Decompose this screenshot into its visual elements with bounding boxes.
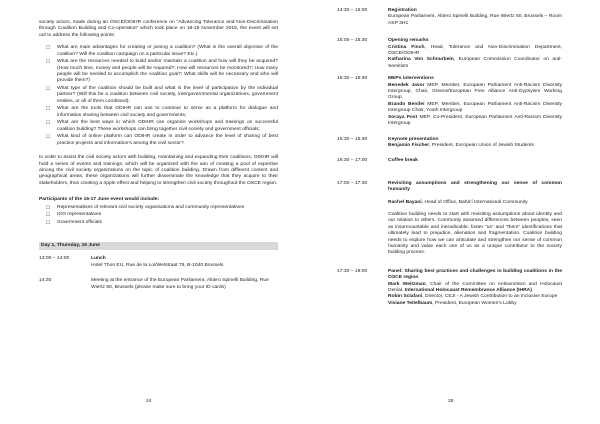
participant-item: ☐ IGO representatives: [46, 212, 102, 218]
intro-text: society actors, made during an OSCE/ODIHR conference on “Advancing Tolerance and Non-Discrimination through Coalition Building and Co-operation” which took place on 18-19 November 2015, the event will set out to address the following points:: [39, 20, 278, 38]
session-description: Coalition building needs to start with revisiting assumptions about identity and our relation to others. Commonly assumed differences between peoples, seen as insurmountable and ineradicable, foster “us” and “them” identifications that ultimately lead to prejudice, alienation and fragmentation. Coalition building needs to explore how we can articulate and strengthen our sense of common humanity and value each one of us as a unique contributor to the society building process.: [388, 211, 562, 256]
row-panel: [337, 269, 562, 307]
program-row-lunch: [39, 256, 278, 269]
speaker: Cristina Finch, Head, Tolerance and Non-Discrimination Department, OSCE/ODIHR: [388, 44, 563, 57]
checkbox-bullet-icon: ☐: [46, 212, 51, 218]
checkbox-bullet-icon: ☐: [46, 106, 51, 112]
row-detail: European Parliament, Altiero Spinelli Building, Rue Wiertz 60, Brussels – Room ASP 3H1: [388, 14, 562, 26]
program-detail: Hotel Thon EU, Rue de la Loi/Wetstraat 75, B-1040 Brussels: [91, 262, 224, 268]
row-title: Revisiting assumptions and strengthening our sense of common humanity: [388, 180, 562, 193]
speaker: Katharina Von Schnurbein, European Commission Coordinator on anti-Semitism: [388, 57, 562, 69]
program-title: Lunch: [91, 256, 106, 262]
question-item: ☐ What are the tools that ODIHR can use to continue to serve as a platform for dialogue and information sharing between civil society and governments;: [46, 106, 278, 118]
participants-heading: Participants of the 16-17 June event would include:: [39, 197, 160, 203]
speaker: Benedek Javor MEP, Member, European Parliament Anti-Racism Diversity Intergroup, Chair, Greens/European Free Alliance Anti-Gypsyism Working Group: [388, 82, 562, 101]
question-item: ☐ What kind of online platform can ODIHR create in order to advance the level of sharing of best practice projects and information’s among the civil sector?: [46, 134, 278, 146]
row-title: Panel: Sharing best practices and challenges in building coalitions in the OSCE region: [388, 268, 562, 281]
row-title: Coffee break: [388, 158, 418, 164]
row-time: 17:00 – 17:30: [337, 180, 368, 186]
row-time: 15:00 – 15:30: [337, 38, 368, 44]
row-time: 14:30 – 15:00: [337, 8, 368, 13]
checkbox-bullet-icon: ☐: [46, 204, 51, 210]
speaker: Benjamin Fischer, President, European Union of Jewish Students: [388, 142, 535, 148]
program-row-meeting: [39, 278, 278, 291]
speaker: Robin Sclafani, Director, CEJI - A Jewish Contribution to an Inclusive Europe: [388, 294, 558, 300]
speaker: Soraya Post MEP, Co-President, European Parliament Anti-Racism Diversity Intergroup: [388, 114, 562, 127]
checkbox-bullet-icon: ☐: [46, 86, 51, 92]
question-item: ☐ What are the best ways in which ODIHR can organize workshops and trainings on successful coalition building? These workshops can bring together civil society and government officials;: [46, 120, 278, 132]
speaker: Brando Benifei MEP, Member, European Parliament Anti-Racism Diversity Intergroup Chair, Youth Intergroup: [388, 101, 562, 114]
checkbox-bullet-icon: ☐: [46, 219, 51, 225]
checkbox-bullet-icon: ☐: [46, 45, 51, 51]
row-time: 16:30 – 16:30: [337, 136, 368, 142]
day-heading: Day 1, Thursday, 16 June: [39, 242, 278, 250]
page-number-left: 24: [146, 399, 152, 404]
page-right: [300, 0, 600, 424]
row-opening: [337, 38, 562, 70]
page-number-right: 25: [448, 399, 454, 404]
row-time: 17:30 – 19:00: [337, 268, 368, 274]
participant-item: ☐ Government officials: [46, 219, 102, 225]
row-revisiting: [337, 181, 562, 257]
checkbox-bullet-icon: ☐: [46, 134, 51, 140]
row-meps: [337, 76, 562, 127]
question-item: ☐ What are the resources needed to build and/or maintain a coalition and how will they be acquired? (How much time, money and people will be required?; How will resources be monitored?; How many people will be needed to accomplish the coalition goal?; What skills will be necessary and who will provide them?): [46, 59, 278, 84]
checkbox-bullet-icon: ☐: [46, 120, 51, 126]
row-title: Registration: [388, 8, 417, 13]
intro-paragraph: [39, 20, 278, 39]
row-keynote: [337, 137, 562, 150]
participants-list: [39, 205, 278, 227]
program-time: 14:30: [39, 278, 52, 284]
participant-item: ☐ Representatives of relevant civil society organisations and community representatives: [46, 204, 245, 210]
row-registration: [337, 8, 562, 27]
assist-paragraph: In order to assist the civil society actors with building, maintaining and expanding their coalitions, ODIHR will hold a series of events and trainings, which will be organized with the aim of creating a pool of expertise among the civil society organizations on the topic of coalition building. Drawn from different content and geographical areas, these organizations will further disseminate the knowledge that they acquire to their stakeholders, thus creating a ripple effect and helping to strengthen civil society throughout the OSCE region.: [39, 155, 278, 186]
program-detail: Meeting at the entrance of the European Parliament, Altiero Spinelli Building, Rue Wiertz 60, Brussels (please make sure to bring your ID cards): [91, 278, 269, 290]
row-time: 15:30 – 16:30: [337, 76, 368, 82]
speaker: Viviane Teitelbaum, President, European Women’s Lobby: [388, 300, 517, 306]
speaker: Rachel Bayani, Head of Office, Bahá’í International Community: [388, 199, 528, 205]
row-time: 16:30 – 17:00: [337, 158, 368, 164]
question-item: ☐ What are main advantages for creating or joining a coalition? (What is the overall objective of the coalition? Will the coalition campaign on a particular issue? Etc.): [46, 45, 278, 57]
question-list: [39, 45, 278, 147]
row-title: Keynote presentation: [388, 136, 439, 142]
row-coffee: [337, 158, 562, 164]
row-title: MEPs interventions: [388, 76, 434, 82]
question-item: ☐ What type of the coalition should be built and what is the level of participation by the individual partner? (Will this be a coalition between civil society, intergovernmental organizations, government entities, or all of them combined);: [46, 86, 278, 104]
program-time: 13:00 – 14:00: [39, 256, 70, 262]
speaker: Mark Weitzman, Chair of the Committee on Antisemitism and Holocaust Denial, International Holocaust Remembrance Alliance (IHRA): [388, 281, 562, 293]
checkbox-bullet-icon: ☐: [46, 59, 51, 65]
row-title: Opening remarks: [388, 38, 429, 44]
